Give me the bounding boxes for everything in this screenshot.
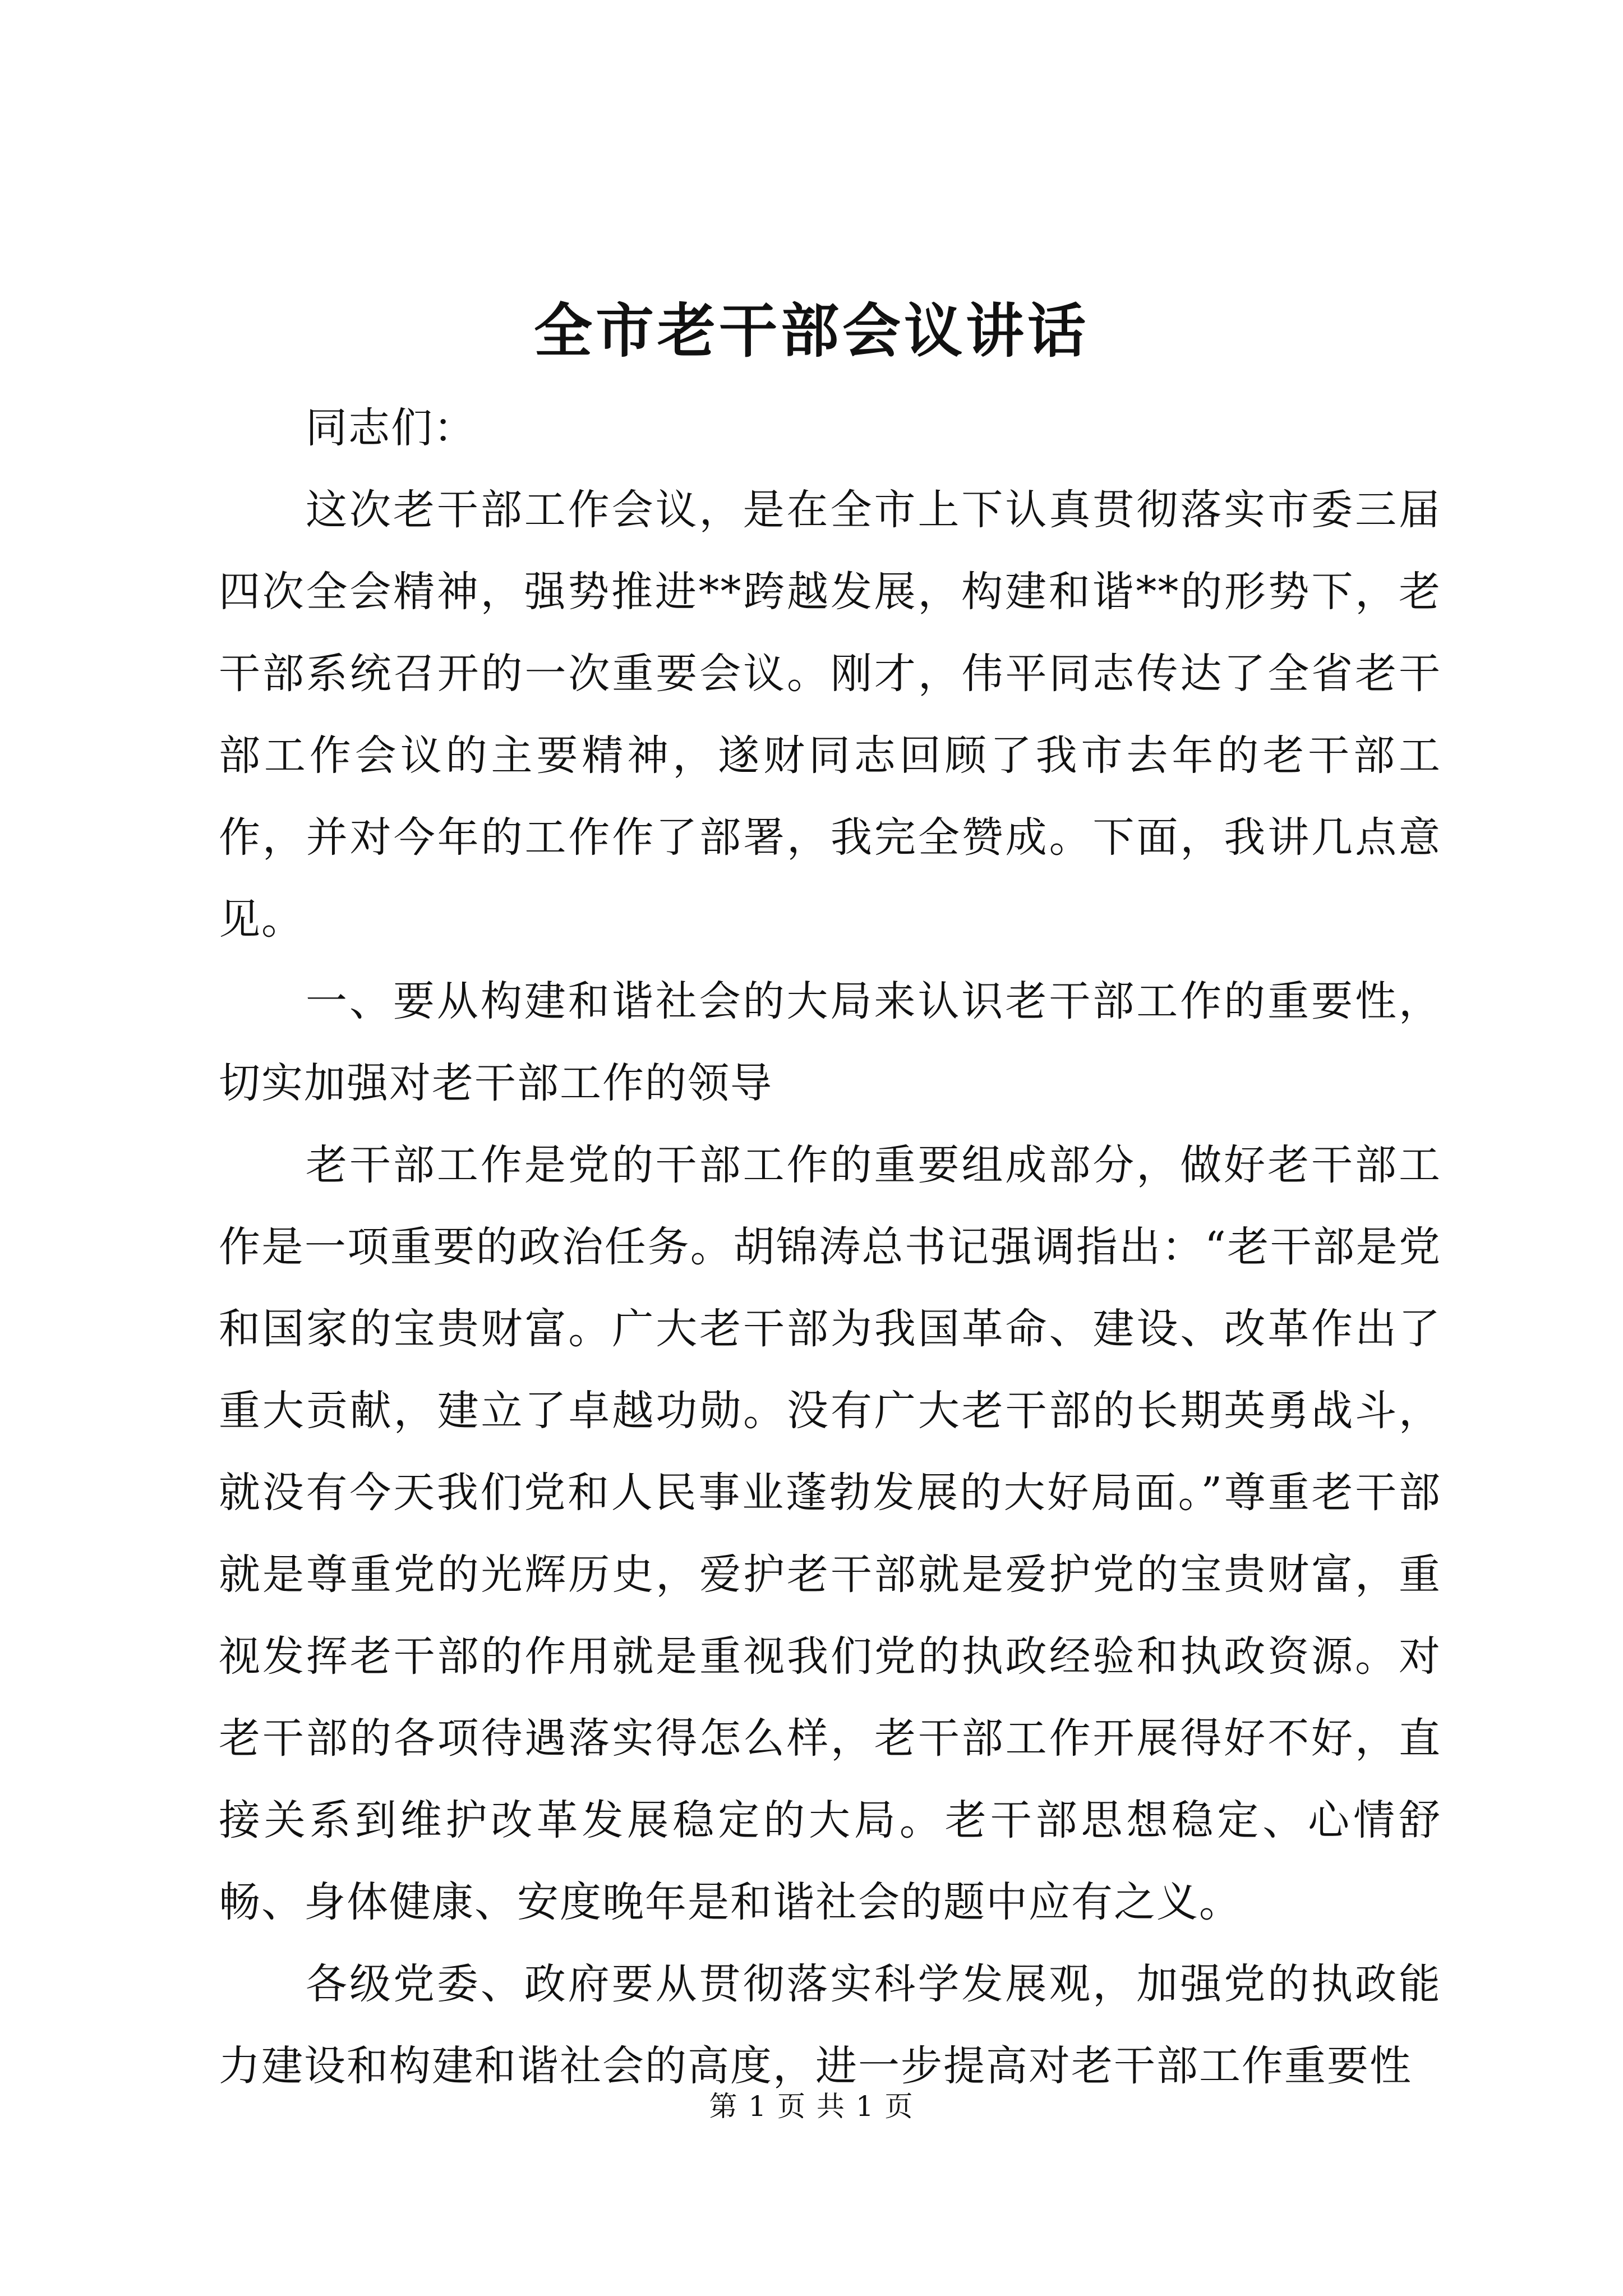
document-title: 全市老干部会议讲话 — [533, 296, 1089, 365]
paragraph-party-committees: 各级党委、政府要从贯彻落实科学发展观，加强党的执政能力建设和构建和谐社会的高度，进一步提高对老干部工作重要性 — [219, 1960, 1441, 2090]
page-footer: 第 1 页 共 1 页 — [709, 2090, 914, 2123]
document-body — [219, 387, 1441, 2107]
greeting: 同志们： — [306, 404, 476, 452]
paragraph-importance: 老干部工作是党的干部工作的重要组成部分，做好老干部工作是一项重要的政治任务。胡锦涛总书记强调指出：“老干部是党和国家的宝贵财富。广大老干部为我国革命、建设、改革作出了重大贡献，建立了卓越功勋。没有广大老干部的长期英勇战斗，就没有今天我们党和人民事业蓬勃发展的大好局面。”尊重老干部就是尊重党的光辉历史，爱护老干部就是爱护党的宝贵财富，重视发挥老干部的作用就是重视我们党的执政经验和执政资源。对老干部的各项待遇落实得怎么样，老干部工作开展得好不好，直接关系到维护改革发展稳定的大局。老干部思想稳定、心情舒畅、身体健康、安度晚年是和谐社会的题中应有之义。 — [219, 1141, 1441, 1926]
paragraph-intro: 这次老干部工作会议，是在全市上下认真贯彻落实市委三届四次全会精神，强势推进**跨越发展，构建和谐**的形势下，老干部系统召开的一次重要会议。刚才，伟平同志传达了全省老干部工作会议的主要精神，遂财同志回顾了我市去年的老干部工作，并对今年的工作作了部署，我完全赞成。下面，我讲几点意见。 — [219, 486, 1441, 944]
section-heading-1: 一、要从构建和谐社会的大局来认识老干部工作的重要性，切实加强对老干部工作的领导 — [219, 977, 1441, 1107]
